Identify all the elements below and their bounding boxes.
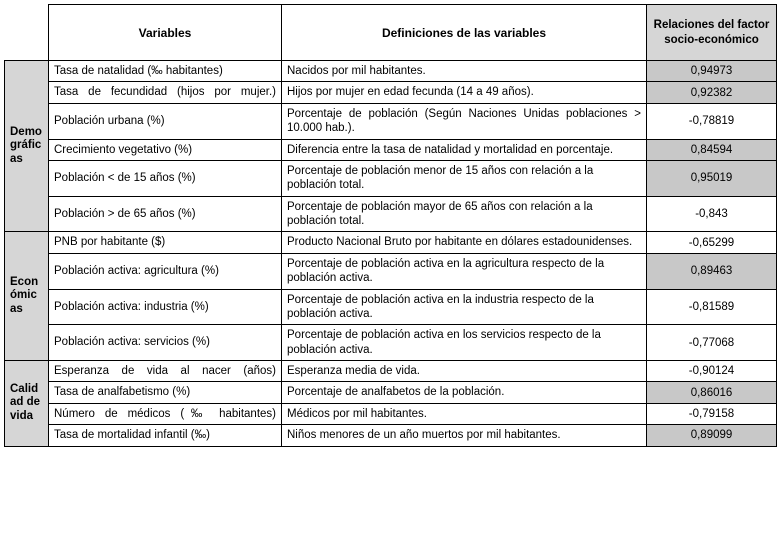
variable-definition: Niños menores de un año muertos por mil habitantes. — [282, 425, 647, 446]
variable-name: Población activa: agricultura (%) — [49, 253, 282, 289]
variable-definition: Porcentaje de analfabetos de la población. — [282, 382, 647, 403]
variable-name: Esperanza de vida al nacer (años) — [49, 361, 282, 382]
table-row — [5, 196, 777, 232]
variable-name: Crecimiento vegetativo (%) — [49, 139, 282, 160]
table-row — [5, 325, 777, 361]
variable-name: PNB por habitante ($) — [49, 232, 282, 253]
factor-value: 0,92382 — [647, 82, 777, 103]
table-row — [5, 160, 777, 196]
group-label-economicas: Económicas — [5, 232, 49, 361]
table-row — [5, 103, 777, 139]
group-label-calidad-de-vida: Calidad de vida — [5, 361, 49, 447]
header-factor: Relaciones del factor socio-económico — [647, 5, 777, 61]
factor-value: 0,89463 — [647, 253, 777, 289]
factor-value: -0,81589 — [647, 289, 777, 325]
factor-value: 0,94973 — [647, 61, 777, 82]
variable-name: Tasa de fecundidad (hijos por mujer.) — [49, 82, 282, 103]
variable-name: Población activa: industria (%) — [49, 289, 282, 325]
variable-name: Población activa: servicios (%) — [49, 325, 282, 361]
factor-value: -0,843 — [647, 196, 777, 232]
header-row — [5, 5, 777, 61]
factor-value: 0,95019 — [647, 160, 777, 196]
variable-name: Tasa de mortalidad infantil (‰) — [49, 425, 282, 446]
variable-name: Población urbana (%) — [49, 103, 282, 139]
group-label-demograficas: Demográficas — [5, 61, 49, 232]
table-row — [5, 139, 777, 160]
table-row — [5, 425, 777, 446]
table-row — [5, 361, 777, 382]
variable-definition: Hijos por mujer en edad fecunda (14 a 49 años). — [282, 82, 647, 103]
table-row — [5, 232, 777, 253]
header-group-empty — [5, 5, 49, 61]
factor-value: 0,89099 — [647, 425, 777, 446]
header-variables: Variables — [49, 5, 282, 61]
factor-value: 0,84594 — [647, 139, 777, 160]
variable-definition: Porcentaje de población (Según Naciones Unidas poblaciones > 10.000 hab.). — [282, 103, 647, 139]
table-row — [5, 253, 777, 289]
variable-definition: Esperanza media de vida. — [282, 361, 647, 382]
variable-definition: Porcentaje de población activa en la agricultura respecto de la población activa. — [282, 253, 647, 289]
factor-value: 0,86016 — [647, 382, 777, 403]
header-definitions: Definiciones de las variables — [282, 5, 647, 61]
variable-name: Población > de 65 años (%) — [49, 196, 282, 232]
variable-definition: Producto Nacional Bruto por habitante en dólares estadounidenses. — [282, 232, 647, 253]
table-body — [5, 61, 777, 447]
variable-name: Número de médicos (‰ habitantes) — [49, 403, 282, 424]
variable-definition: Porcentaje de población activa en la industria respecto de la población activa. — [282, 289, 647, 325]
variable-name: Tasa de natalidad (‰ habitantes) — [49, 61, 282, 82]
variable-definition: Porcentaje de población activa en los servicios respecto de la población activa. — [282, 325, 647, 361]
table-row — [5, 289, 777, 325]
table-row — [5, 82, 777, 103]
variable-definition: Nacidos por mil habitantes. — [282, 61, 647, 82]
table-row — [5, 403, 777, 424]
variable-definition: Porcentaje de población mayor de 65 años con relación a la población total. — [282, 196, 647, 232]
factor-value: -0,78819 — [647, 103, 777, 139]
variable-definition: Médicos por mil habitantes. — [282, 403, 647, 424]
variable-name: Población < de 15 años (%) — [49, 160, 282, 196]
table-row — [5, 61, 777, 82]
table-header — [5, 5, 777, 61]
factor-value: -0,65299 — [647, 232, 777, 253]
variable-definition: Porcentaje de población menor de 15 años con relación a la población total. — [282, 160, 647, 196]
variable-name: Tasa de analfabetismo (%) — [49, 382, 282, 403]
factor-value: -0,90124 — [647, 361, 777, 382]
factor-value: -0,79158 — [647, 403, 777, 424]
table-row — [5, 382, 777, 403]
variable-definition: Diferencia entre la tasa de natalidad y mortalidad en porcentaje. — [282, 139, 647, 160]
variables-table — [4, 4, 777, 447]
factor-value: -0,77068 — [647, 325, 777, 361]
